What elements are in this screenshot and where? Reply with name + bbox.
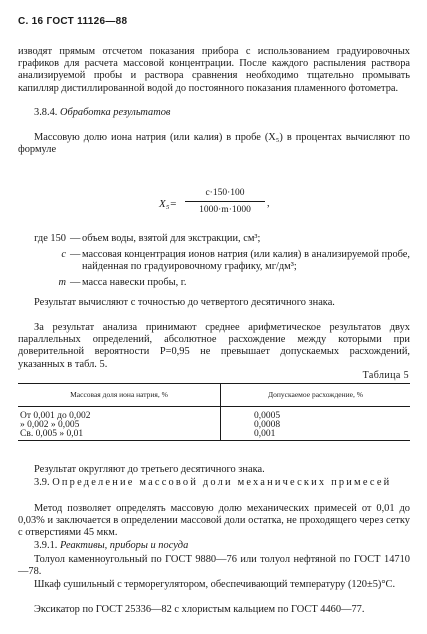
formula-fraction xyxy=(185,187,265,216)
definition-item: c — массовая концентрация ионов натрия (или калия) в анализируемой пробе, найденная по градуировочному графику, мг/дм³; xyxy=(18,249,410,273)
paragraph-precision: Результат вычисляют с точностью до четвертого десятичного знака. xyxy=(34,297,335,308)
table-cell: От 0,001 до 0,002 xyxy=(20,411,91,421)
section-number: 3.9.1. xyxy=(34,540,58,551)
definitions-list xyxy=(18,233,410,289)
table-cell: Св. 0,005 » 0,01 xyxy=(20,429,84,439)
table-cell: » 0,002 » 0,005 xyxy=(20,420,80,430)
section-number: 3.9. xyxy=(34,477,50,488)
formula-tail: , xyxy=(267,198,270,209)
paragraph-continuation: изводят прямым отсчетом показания прибора с использованием градуировочных графиков для расчета массовой концентрации. После каждого распыления раствора анализируемой пробы и раствора сравнения необходимо тщательно промывать капилляр дистиллированной водой до постоянного показания пламенного фотометра. xyxy=(18,46,410,94)
paragraph-toluene: Толуол каменноугольный по ГОСТ 9880—76 или толуол нефтяной по ГОСТ 14710—78. xyxy=(18,554,410,578)
paragraph-desiccator: Эксикатор по ГОСТ 25336—82 с хлористым кальцием по ГОСТ 4460—77. xyxy=(34,604,365,615)
table-row xyxy=(18,428,410,439)
table-header-mass-fraction: Массовая доля иона натрия, % xyxy=(70,390,168,399)
definition-text: массовая концентрация ионов натрия (или калия) в анализируемой пробе, найденная по градуировочному графику, мг/дм³; xyxy=(82,249,410,273)
section-heading-3-9-1 xyxy=(18,540,410,552)
definition-item: где 150 — объем воды, взятой для экстракции, см³; xyxy=(18,233,410,245)
section-title: Реактивы, приборы и посуда xyxy=(60,540,189,551)
formula-numerator: c·150·100 xyxy=(185,187,265,202)
table-cell: 0,001 xyxy=(254,429,276,439)
definition-text: объем воды, взятой для экстракции, см³; xyxy=(82,233,261,244)
page-header: С. 16 ГОСТ 11126—88 xyxy=(18,16,128,27)
section-number: 3.8.4. xyxy=(34,107,58,118)
definition-text: масса навески пробы, г. xyxy=(82,276,187,288)
section-heading-3-9 xyxy=(18,477,410,489)
formula-denominator: 1000·m·1000 xyxy=(199,205,251,216)
formula xyxy=(0,187,427,223)
paragraph-rounding: Результат округляют до третьего десятичного знака. xyxy=(34,464,265,475)
definition-term: m xyxy=(58,276,66,288)
section-heading-3-8-4 xyxy=(18,107,410,119)
table-cell: 0,0005 xyxy=(254,411,281,421)
section-title: Определение массовой доли механических примесей xyxy=(52,477,392,488)
paragraph-result: За результат анализа принимают среднее арифметическое результатов двух параллельных определений, абсолютное расхождение между которыми при доверительной вероятности P=0,95 не превышает допускаемых расхождений, указанных в табл. 5. xyxy=(18,322,410,370)
definition-term: где 150 xyxy=(34,233,66,244)
table-caption: Таблица 5 xyxy=(362,370,409,381)
definition-term: c xyxy=(61,249,66,261)
formula-lhs: X₅= xyxy=(159,198,177,210)
paragraph-oven: Шкаф сушильный с терморегулятором, обеспечивающий температуру (120±5)°C. xyxy=(34,579,396,590)
paragraph-method: Метод позволяет определять массовую долю механических примесей от 0,01 до 0,03% и заключается в определении массовой доли остатка, не проходящего через сетку с отверстиями 45 мкм. xyxy=(18,503,410,539)
section-title: Обработка результатов xyxy=(60,107,171,118)
table-cell: 0,0008 xyxy=(254,420,281,430)
table-header-tolerance: Допускаемое расхождение, % xyxy=(268,390,363,399)
table-5 xyxy=(18,383,410,441)
definition-item: m — масса навески пробы, г. xyxy=(18,277,410,289)
paragraph-formula-intro: Массовую долю иона натрия (или калия) в пробе (X₅) в процентах вычисляют по формуле xyxy=(18,132,410,156)
